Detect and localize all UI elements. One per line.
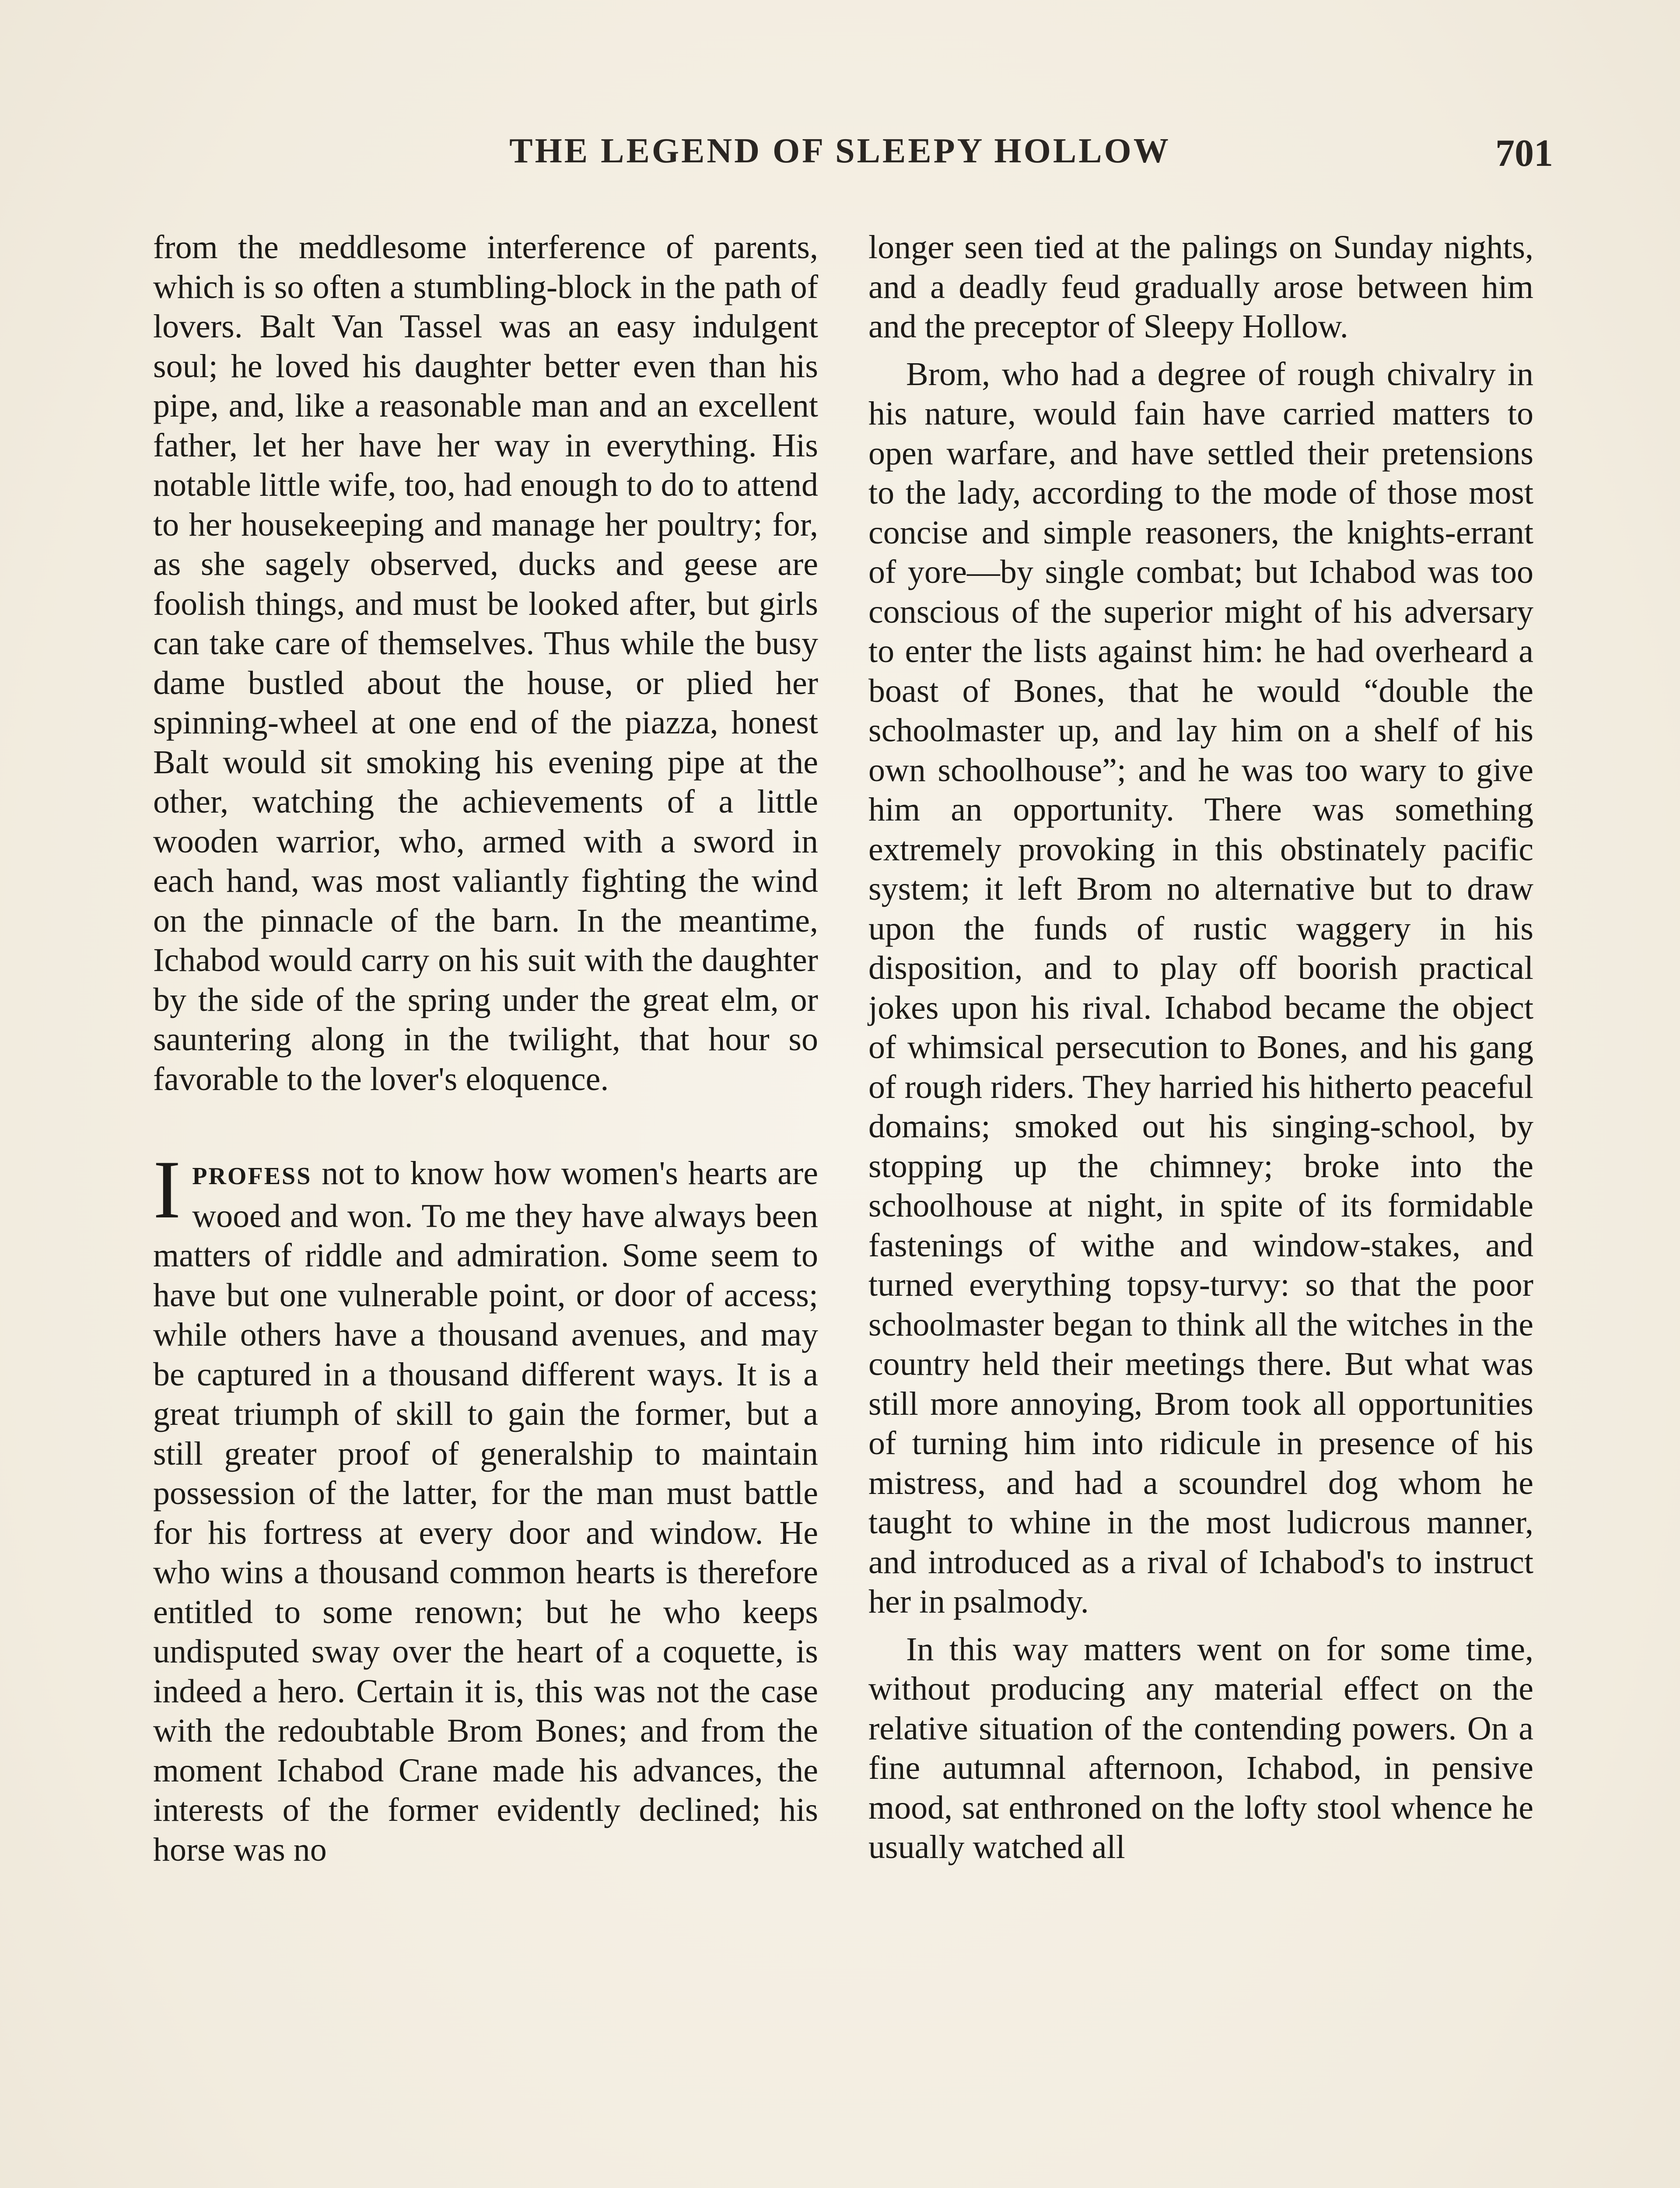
running-title: THE LEGEND OF SLEEPY HOLLOW (509, 132, 1171, 170)
paragraph: Brom, who had a degree of rough chivalry in his nature, would fain have carried matters to open warfare, and have settled their pretensions to the lady, according to the mode of those most concise and simple reasoners, the knights-errant of yore—by single combat; but Ichabod was too conscious of the superior might of his adversary to enter the lists against him: he had overheard a boast of Bones, that he would “double the schoolmaster up, and lay him on a shelf of his own schoolhouse”; and he was too wary to give him an opportunity. There was something extremely provoking in this obstinately pacific system; it left Brom no alternative but to draw upon the funds of rustic waggery in his disposition, and to play off boorish practical jokes upon his rival. Ichabod became the object of whimsical persecution to Bones, and his gang of rough riders. They harried his hitherto peaceful domains; smoked out his singing-school, by stopping up the chimney; broke into the schoolhouse at night, in spite of its formidable fastenings of withe and window-stakes, and turned everything topsy-turvy: so that the poor schoolmaster began to think all the witches in the country held their meetings there. But what was still more annoying, Brom took all opportunities of turning him into ridicule in presence of his mistress, and had a scoundrel dog whom he taught to whine in the most ludicrous manner, and introduced as a rival of Ichabod's to instruct her in psalmody. (868, 355, 1533, 1620)
right-column (868, 228, 1533, 1867)
paragraph: longer seen tied at the palings on Sunday nights, and a deadly feud gradually arose between him and the preceptor of Sleepy Hollow. (868, 229, 1533, 345)
paragraph: In this way matters went on for some time, without producing any material effect on the relative situation of the contending powers. On a fine autumnal afternoon, Ichabod, in pensive mood, sat enthroned on the lofty stool whence he usually watched all (868, 1630, 1533, 1865)
paragraph: from the meddlesome interference of parents, which is so often a stumbling-block in the path of lovers. Balt Van Tassel was an easy indulgent soul; he loved his daughter better even than his pipe, and, like a reasonable man and an excellent father, let her have her way in everything. His notable little wife, too, had enough to do to attend to her housekeeping and manage her poultry; for, as she sagely observed, ducks and geese are foolish things, and must be looked after, but girls can take care of themselves. Thus while the busy dame bustled about the house, or plied her spinning-wheel at one end of the piazza, honest Balt would sit smoking his evening pipe at the other, watching the achievements of a little wooden warrior, who, armed with a sword in each hand, was most valiantly fighting the wind on the pinnacle of the barn. In the meantime, Ichabod would carry on his suit with the daughter by the side of the spring under the great elm, or sauntering along in the twilight, that hour so favorable to the lover's eloquence. (153, 229, 818, 1098)
paragraph-with-dropcap (153, 1144, 818, 1869)
page-number: 701 (1495, 132, 1553, 175)
left-column (153, 228, 818, 1869)
drop-cap: I (153, 1144, 181, 1236)
small-caps-lead: PROFESS (192, 1163, 312, 1190)
paragraph-text: not to know how women's hearts are wooed and won. To me they have always been matters of riddle and admiration. Some seem to have but one vulnerable point, or door of access; while others have a thousand avenues, and may be captured in a thousand different ways. It is a great triumph of skill to gain the former, but a still greater proof of generalship to maintain possession of the latter, for the man must battle for his fortress at every door and window. He who wins a thousand common hearts is therefore entitled to some renown; but he who keeps undisputed sway over the heart of a coquette, is indeed a hero. Certain it is, this was not the case with the redoubtable Brom Bones; and from the moment Ichabod Crane made his advances, the interests of the former evidently declined; his horse was no (153, 1155, 818, 1868)
